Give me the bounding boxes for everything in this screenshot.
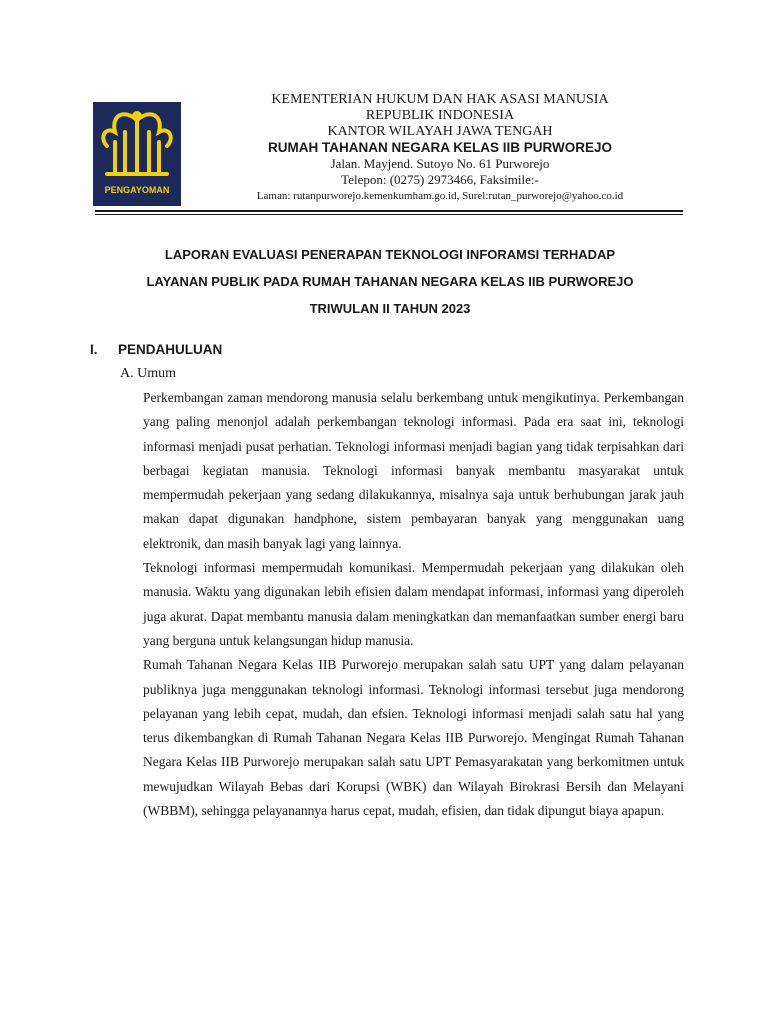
ministry-name: KEMENTERIAN HUKUM DAN HAK ASASI MANUSIA — [271, 92, 609, 107]
paragraph: Perkembangan zaman mendorong manusia selalu berkembang untuk mengikutinya. Perkembangan yang paling menonjol adalah perkembangan teknologi informasi. Pada era saat ini, teknologi informasi menjadi pusat perhatian. Teknologi informasi menjadi bagian yang tidak terpisahkan dari berbagai kegiatan manusia. Teknologi informasi banyak membantu masyarakat untuk mempermudah pekerjaan yang sedang dilakukannya, misalnya saja untuk berhubungan jarak jauh makan dapat digunakan handphone, sistem pembayaran banyak yang menggunakan uang elektronik, dan masih banyak lagi yang lainnya. — [143, 390, 684, 551]
institution-name: RUMAH TAHANAN NEGARA KELAS IIB PURWOREJO — [267, 140, 612, 155]
subsection-heading: A. Umum — [120, 366, 176, 381]
title-line-1: LAPORAN EVALUASI PENERAPAN TEKNOLOGI INFORAMSI TERHADAP — [164, 247, 616, 262]
title-line-3: TRIWULAN II TAHUN 2023 — [309, 301, 471, 316]
website-email: Laman: rutanpurworejo.kemenkumham.go.id, Surel:rutan_purworejo@yahoo.co.id — [256, 190, 624, 202]
section-number: I. — [90, 342, 98, 357]
country-name: REPUBLIK INDONESIA — [365, 108, 515, 123]
letterhead-divider-thin — [95, 214, 683, 215]
paragraph: Rumah Tahanan Negara Kelas IIB Purworejo merupakan salah satu UPT yang dalam pelayanan publiknya juga menggunakan teknologi informasi. Teknologi informasi tersebut juga mendorong pelayanan yang lebih cepat, mudah, dan efsien. Teknologi informasi menjadi salah satu hal yang terus dikembangkan di Rumah Tahanan Negara Kelas IIB Purworejo. Mengingat Rumah Tahanan Negara Kelas IIB Purworejo merupakan salah satu UPT Pemasyarakatan yang berkomitmen untuk mewujudkan Wilayah Bebas dari Korupsi (WBK) dan Wilayah Birokrasi Bersih dan Melayani (WBBM), sehingga pelayanannya harus cepat, mudah, efisien, dan tidak dipungut biaya apapun. — [143, 657, 684, 819]
section-heading: PENDAHULUAN — [118, 342, 223, 357]
letterhead — [200, 92, 680, 204]
section-body — [143, 386, 684, 823]
phone: Telepon: (0275) 2973466, Faksimile:- — [341, 172, 539, 187]
regional-office: KANTOR WILAYAH JAWA TENGAH — [327, 124, 553, 139]
document-title — [80, 241, 700, 322]
paragraph: Teknologi informasi mempermudah komunikasi. Mempermudah pekerjaan yang dilakukan oleh manusia. Waktu yang digunakan lebih efisien dalam mendapat informasi, informasi yang diperoleh juga akurat. Dapat membantu manusia dalam meningkatkan dan memanfaatkan sumber energi baru yang berguna untuk kelangsungan hidup manusia. — [143, 560, 684, 648]
logo-text: PENGAYOMAN — [104, 185, 170, 195]
address: Jalan. Mayjend. Sutoyo No. 61 Purworejo — [330, 156, 550, 171]
title-line-2: LAYANAN PUBLIK PADA RUMAH TAHANAN NEGARA KELAS IIB PURWOREJO — [146, 274, 634, 289]
pengayoman-logo — [93, 102, 181, 206]
letterhead-divider-thick — [95, 210, 683, 212]
